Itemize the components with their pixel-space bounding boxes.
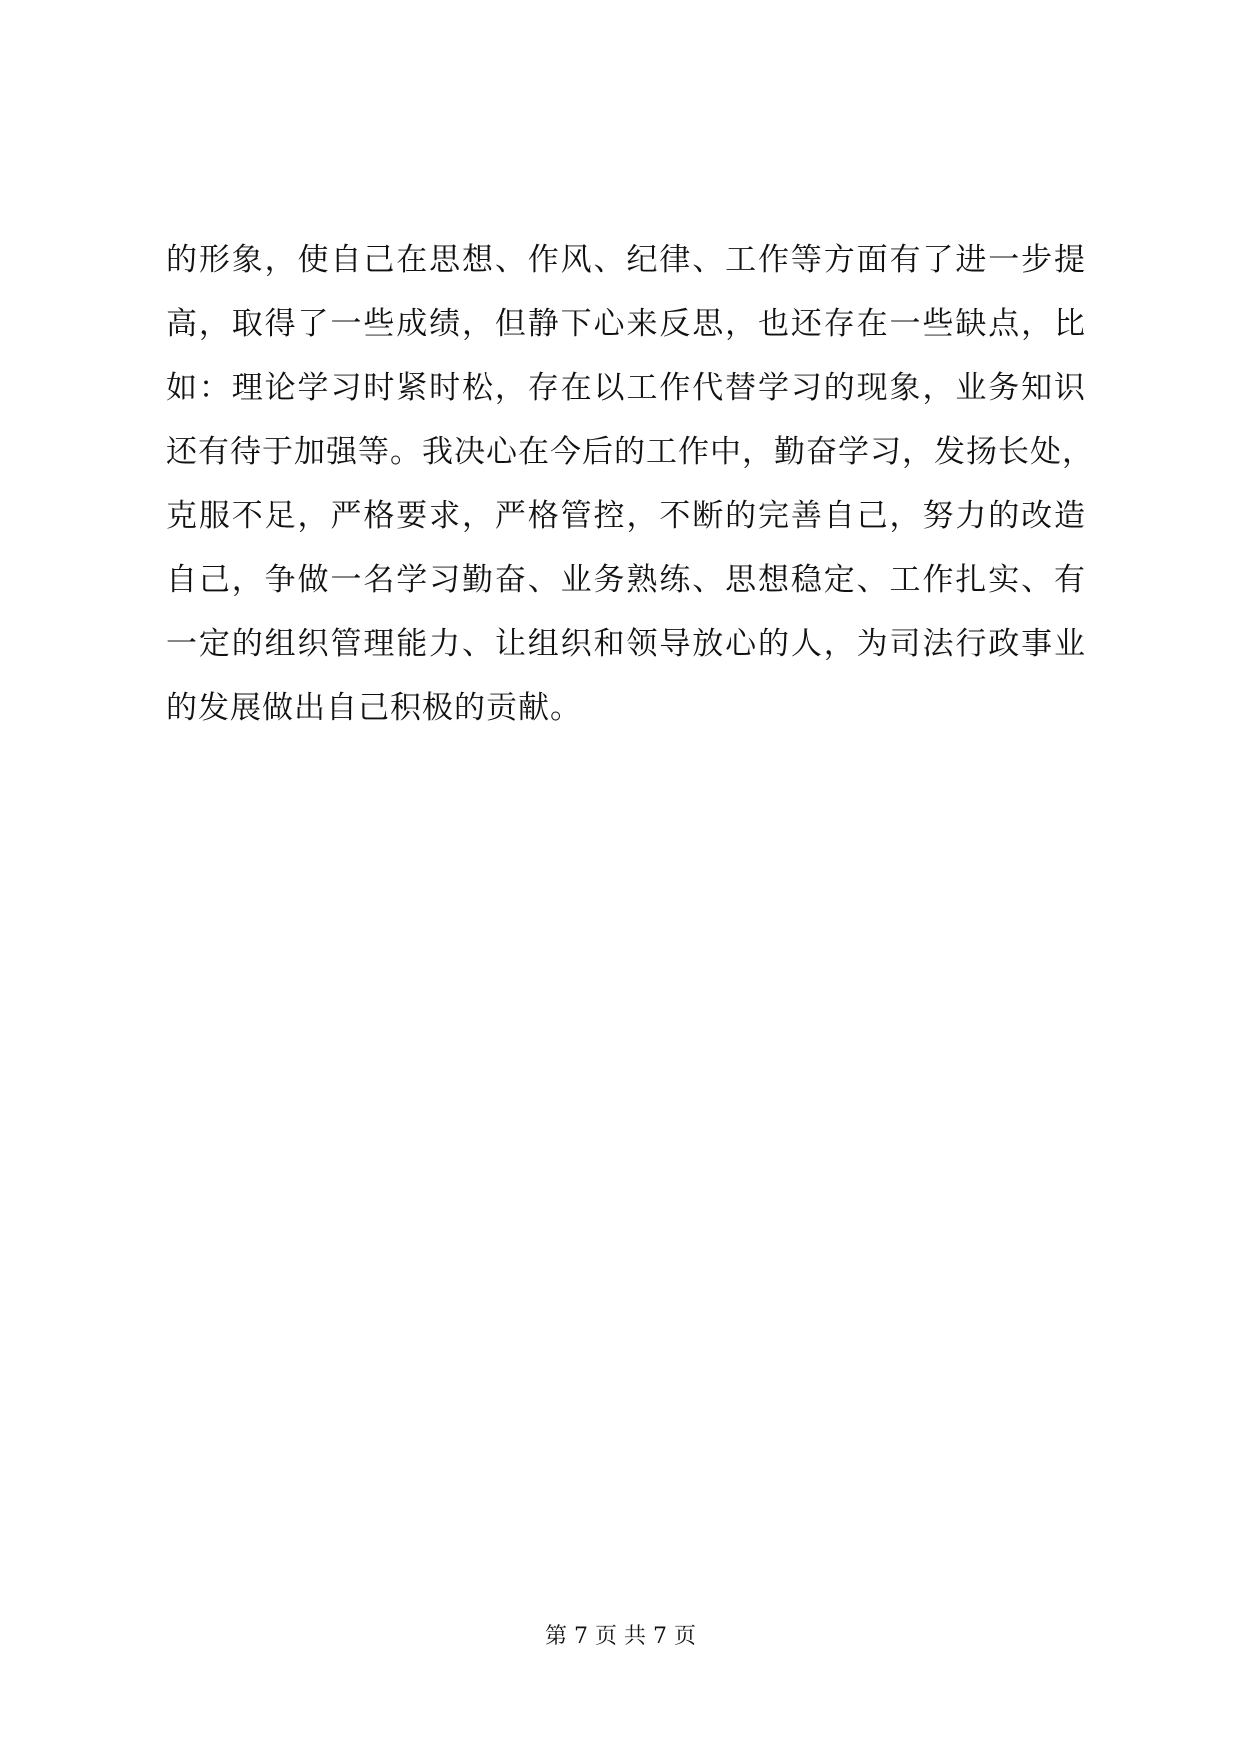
page-number-footer: 第 7 页 共 7 页 <box>545 1624 696 1649</box>
text-line: 的形象，使自己在思想、作风、纪律、工作等方面有了进一步提 <box>166 242 1086 278</box>
body-paragraph <box>166 228 1094 740</box>
text-line: 自己，争做一名学习勤奋、业务熟练、思想稳定、工作扎实、有 <box>166 562 1086 598</box>
text-line: 如：理论学习时紧时松，存在以工作代替学习的现象，业务知识 <box>166 370 1086 406</box>
text-line: 一定的组织管理能力、让组织和领导放心的人，为司法行政事业 <box>166 626 1086 662</box>
text-line: 还有待于加强等。我决心在今后的工作中，勤奋学习，发扬长处， <box>166 434 1094 470</box>
text-line: 高，取得了一些成绩，但静下心来反思，也还存在一些缺点，比 <box>166 306 1086 342</box>
text-line: 的发展做出自己积极的贡献。 <box>166 690 582 726</box>
text-line: 克服不足，严格要求，严格管控，不断的完善自己，努力的改造 <box>166 498 1086 534</box>
